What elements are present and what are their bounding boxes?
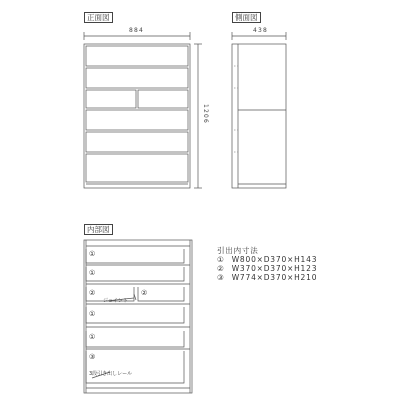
joint-label: ジョイント [103,298,128,304]
spec-item-2 [217,264,317,273]
spec-mark: ② [217,264,225,273]
spec-item-1 [217,255,317,264]
front-view-title: 正面図 [84,12,113,23]
spec-text: W800×D370×H143 [231,255,318,264]
specs-heading: 引出内寸法 [217,246,259,255]
spec-text: W370×D370×H123 [231,264,318,273]
drawer-mark-7: ③ [89,353,96,361]
drawer-mark-3: ② [89,289,96,297]
drawer-mark-1: ① [89,250,96,258]
spec-mark: ③ [217,273,225,282]
front-view-drawing [84,32,202,188]
drawer-mark-6: ① [89,333,96,341]
spec-item-3 [217,273,317,282]
side-depth-label: 438 [253,27,269,34]
front-height-label: 1206 [202,104,209,125]
drawer-mark-2: ① [89,269,96,277]
drawer-mark-4: ② [141,289,148,297]
spec-mark: ① [217,255,225,264]
front-width-label: 884 [129,27,145,34]
side-view-title: 側面図 [232,12,261,23]
rail-label: 3段引き出しレール [89,371,133,377]
drawer-mark-5: ① [89,310,96,318]
interior-view-title: 内部図 [84,224,113,235]
side-view-drawing [232,32,286,188]
spec-text: W774×D370×H210 [231,273,318,282]
